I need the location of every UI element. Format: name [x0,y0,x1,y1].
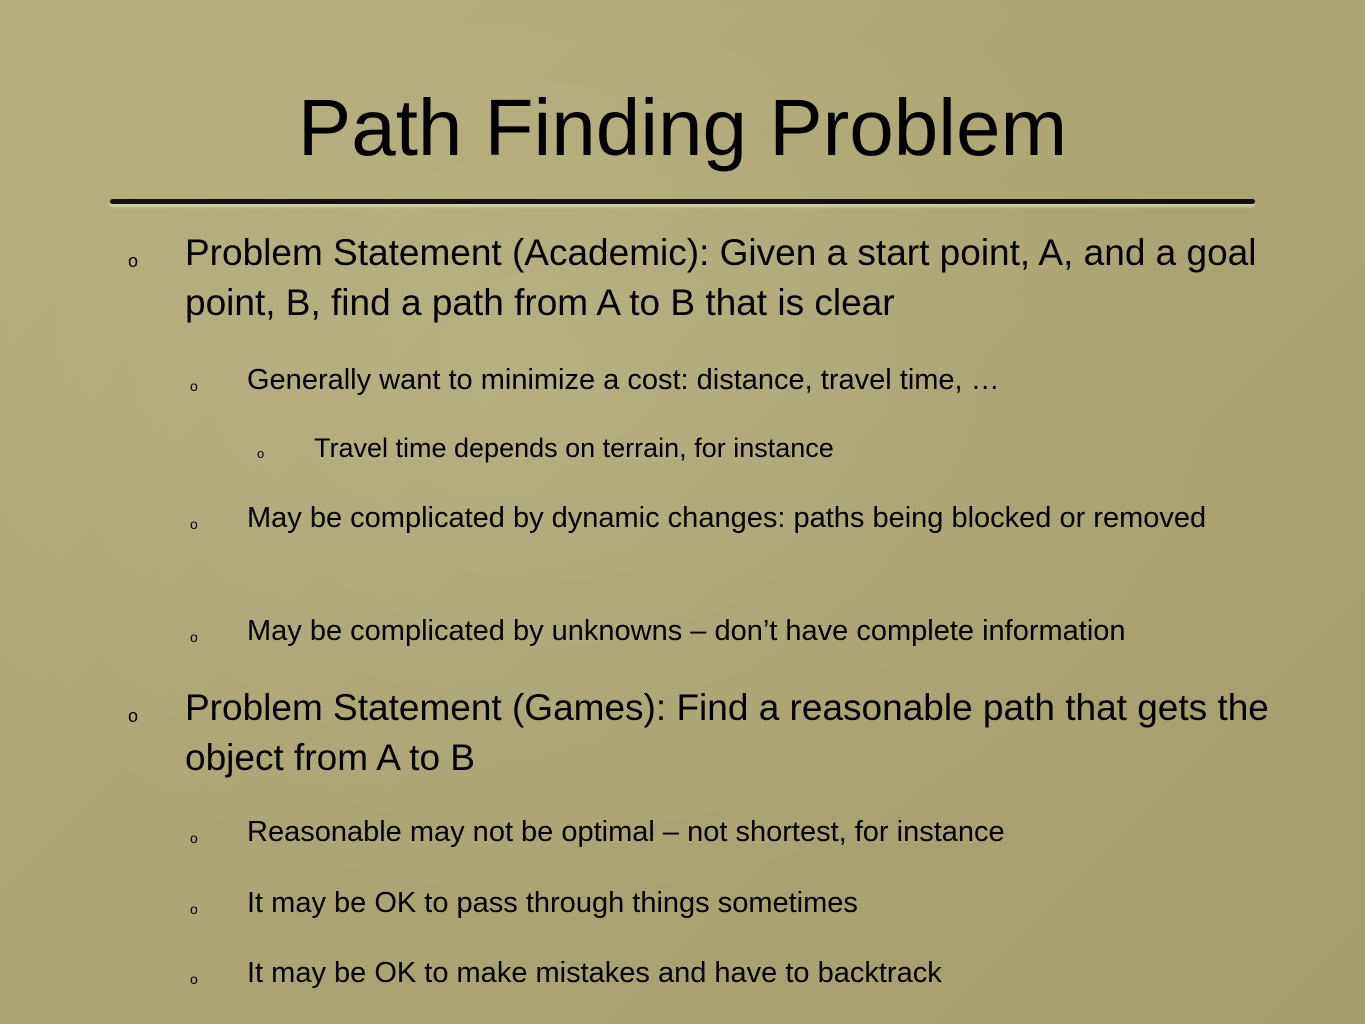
bullet-text: It may be OK to pass through things sometimes [247,887,858,919]
bullet-item [190,953,1337,994]
bullet-text: Problem Statement (Games): Find a reasonable path that gets the object from A to B [185,687,1269,778]
bullet-item [257,429,1314,467]
bullet-circle-icon: o [190,901,198,917]
bullet-item [190,498,1337,539]
bullet-text: Problem Statement (Academic): Given a start point, A, and a goal point, B, find a path from A to B that is clear [185,232,1257,323]
bullet-text: May be complicated by dynamic changes: paths being blocked or removed [247,502,1207,534]
title-underline [110,199,1255,204]
bullet-item [190,611,1337,652]
bullet-circle-icon: o [128,706,139,726]
bullet-text: May be complicated by unknowns – don’t have complete information [247,615,1126,647]
bullet-text: Travel time depends on terrain, for instance [314,433,834,463]
bullet-circle-icon: o [190,629,198,645]
bullet-item [190,360,1337,401]
bullet-item [128,683,1325,783]
bullet-item [128,228,1325,328]
bullet-item [190,883,1337,924]
bullet-circle-icon: o [128,251,139,271]
bullet-item [190,812,1337,853]
bullet-circle-icon: o [190,971,198,987]
bullet-text: It may be OK to make mistakes and have to backtrack [247,957,942,989]
bullet-text: Generally want to minimize a cost: distance, travel time, … [247,364,1000,396]
bullet-circle-icon: o [257,446,265,461]
bullet-circle-icon: o [190,516,198,532]
slide-title: Path Finding Problem [297,83,1068,172]
bullet-circle-icon: o [190,378,198,394]
bullet-circle-icon: o [190,830,198,846]
bullet-text: Reasonable may not be optimal – not shortest, for instance [247,816,1005,848]
